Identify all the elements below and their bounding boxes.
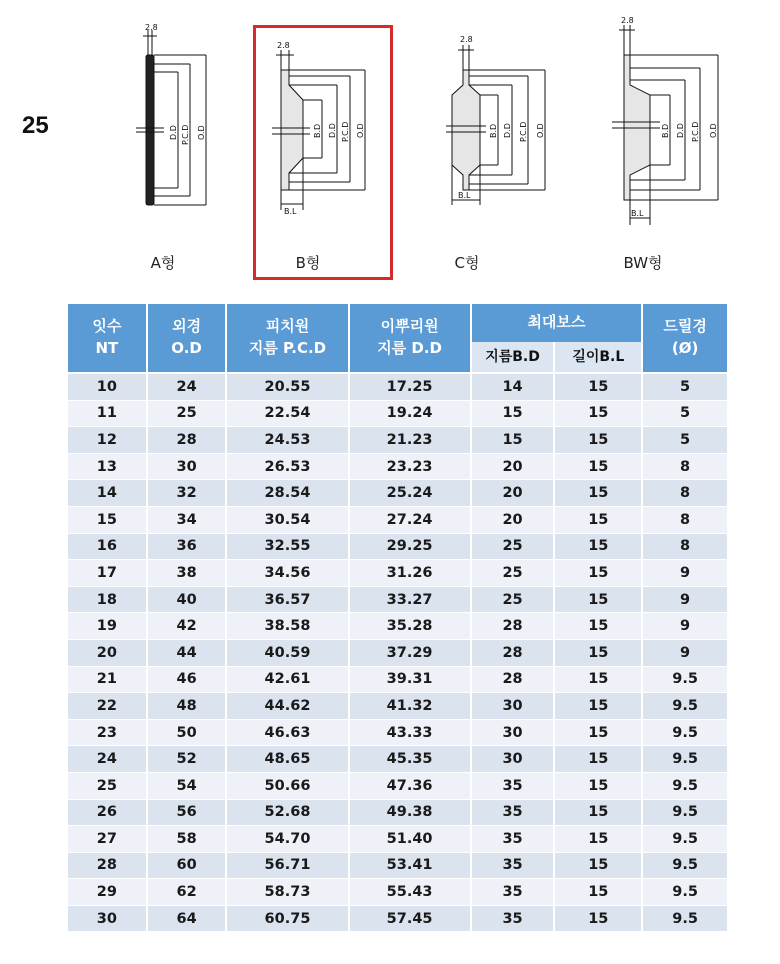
cell-teeth: 23 (68, 719, 146, 746)
cell-pcd: 28.54 (227, 479, 347, 506)
cell-dd: 19.24 (350, 400, 470, 427)
cell-pcd: 32.55 (227, 533, 347, 560)
cell-drill: 9.5 (643, 772, 727, 799)
type-bw-bd: B.D (661, 123, 670, 138)
cell-boss-bl: 15 (555, 586, 641, 613)
table-row (68, 372, 727, 400)
cell-teeth: 27 (68, 825, 146, 852)
cell-teeth: 17 (68, 559, 146, 586)
type-a-dd: D.D (169, 125, 178, 140)
cell-teeth: 25 (68, 772, 146, 799)
type-bw-bl: B.L (631, 209, 644, 218)
cell-od: 58 (148, 825, 226, 852)
cell-pcd: 56.71 (227, 852, 347, 879)
cell-dd: 27.24 (350, 506, 470, 533)
cell-od: 36 (148, 533, 226, 560)
cell-boss-bd: 35 (472, 852, 554, 879)
cell-boss-bd: 15 (472, 400, 554, 427)
cell-boss-bd: 30 (472, 745, 554, 772)
cell-drill: 8 (643, 506, 727, 533)
cell-dd: 25.24 (350, 479, 470, 506)
cell-teeth: 11 (68, 400, 146, 427)
cell-boss-bd: 25 (472, 559, 554, 586)
cell-drill: 9.5 (643, 825, 727, 852)
header-teeth: 잇수 NT (68, 304, 146, 372)
cell-od: 44 (148, 639, 226, 666)
table-row (68, 745, 727, 772)
cell-dd: 23.23 (350, 453, 470, 480)
table-row (68, 612, 727, 639)
cell-teeth: 12 (68, 426, 146, 453)
cell-boss-bl: 15 (555, 772, 641, 799)
header-max-boss: 최대보스 (472, 304, 642, 342)
cell-dd: 47.36 (350, 772, 470, 799)
table-row (68, 586, 727, 613)
cell-dd: 17.25 (350, 372, 470, 400)
cell-pcd: 58.73 (227, 878, 347, 905)
cell-pcd: 60.75 (227, 905, 347, 932)
cell-boss-bl: 15 (555, 692, 641, 719)
cell-teeth: 28 (68, 852, 146, 879)
type-bw-label: BW형 (623, 254, 663, 272)
cell-od: 60 (148, 852, 226, 879)
cell-od: 54 (148, 772, 226, 799)
cell-drill: 9.5 (643, 905, 727, 932)
cell-boss-bd: 35 (472, 799, 554, 826)
cell-pcd: 26.53 (227, 453, 347, 480)
cell-drill: 9 (643, 639, 727, 666)
cell-pcd: 24.53 (227, 426, 347, 453)
sprocket-type-diagrams (0, 0, 780, 290)
cell-boss-bl: 15 (555, 878, 641, 905)
cell-drill: 9.5 (643, 799, 727, 826)
table-row (68, 479, 727, 506)
type-c-bl: B.L (458, 191, 471, 200)
cell-dd: 53.41 (350, 852, 470, 879)
cell-drill: 5 (643, 426, 727, 453)
cell-boss-bd: 20 (472, 479, 554, 506)
table-row (68, 799, 727, 826)
cell-drill: 9.5 (643, 745, 727, 772)
cell-teeth: 22 (68, 692, 146, 719)
cell-boss-bd: 28 (472, 639, 554, 666)
cell-boss-bd: 30 (472, 719, 554, 746)
header-boss-diameter: 지름B.D (472, 342, 554, 372)
cell-boss-bl: 15 (555, 559, 641, 586)
cell-boss-bl: 15 (555, 719, 641, 746)
type-c-thickness: 2.8 (460, 35, 473, 44)
cell-dd: 43.33 (350, 719, 470, 746)
cell-boss-bl: 15 (555, 745, 641, 772)
cell-boss-bl: 15 (555, 453, 641, 480)
cell-teeth: 20 (68, 639, 146, 666)
cell-dd: 33.27 (350, 586, 470, 613)
header-pitch-circle-diameter: 피치원 지름 P.C.D (227, 304, 347, 372)
header-boss-length: 길이B.L (555, 342, 641, 372)
cell-od: 64 (148, 905, 226, 932)
cell-drill: 9 (643, 559, 727, 586)
table-row (68, 905, 727, 932)
type-a-od: O.D (197, 125, 206, 140)
sprocket-spec-table (66, 304, 729, 931)
cell-teeth: 16 (68, 533, 146, 560)
cell-boss-bd: 15 (472, 426, 554, 453)
cell-od: 25 (148, 400, 226, 427)
cell-teeth: 26 (68, 799, 146, 826)
cell-dd: 29.25 (350, 533, 470, 560)
type-a-drawing (136, 30, 206, 205)
cell-dd: 49.38 (350, 799, 470, 826)
type-c-pcd: P.C.D (519, 121, 528, 142)
cell-drill: 9.5 (643, 719, 727, 746)
cell-od: 24 (148, 372, 226, 400)
cell-pcd: 50.66 (227, 772, 347, 799)
type-a-pcd: P.C.D (181, 124, 190, 145)
cell-pcd: 44.62 (227, 692, 347, 719)
table-row (68, 852, 727, 879)
header-drill-diameter: 드릴경 (Ø) (643, 304, 727, 372)
type-bw-od: O.D (709, 123, 718, 138)
type-b-pcd: P.C.D (341, 121, 350, 142)
cell-dd: 31.26 (350, 559, 470, 586)
cell-teeth: 18 (68, 586, 146, 613)
cell-boss-bd: 28 (472, 612, 554, 639)
cell-boss-bl: 15 (555, 612, 641, 639)
cell-boss-bd: 35 (472, 772, 554, 799)
cell-drill: 8 (643, 453, 727, 480)
cell-dd: 41.32 (350, 692, 470, 719)
cell-od: 42 (148, 612, 226, 639)
cell-od: 46 (148, 666, 226, 693)
spec-table-body (68, 372, 727, 931)
cell-pcd: 30.54 (227, 506, 347, 533)
cell-boss-bl: 15 (555, 905, 641, 932)
cell-teeth: 10 (68, 372, 146, 400)
cell-drill: 9.5 (643, 878, 727, 905)
table-row (68, 772, 727, 799)
table-row (68, 639, 727, 666)
header-root-diameter: 이뿌리원 지름 D.D (350, 304, 470, 372)
cell-boss-bl: 15 (555, 533, 641, 560)
cell-dd: 57.45 (350, 905, 470, 932)
cell-boss-bl: 15 (555, 666, 641, 693)
cell-drill: 9 (643, 586, 727, 613)
table-row (68, 825, 727, 852)
cell-pcd: 34.56 (227, 559, 347, 586)
type-b-bl: B.L (284, 207, 297, 216)
cell-od: 32 (148, 479, 226, 506)
cell-boss-bd: 14 (472, 372, 554, 400)
cell-boss-bl: 15 (555, 799, 641, 826)
cell-dd: 21.23 (350, 426, 470, 453)
type-c-dd: D.D (503, 123, 512, 138)
cell-boss-bd: 35 (472, 878, 554, 905)
cell-boss-bl: 15 (555, 372, 641, 400)
table-row (68, 692, 727, 719)
cell-teeth: 13 (68, 453, 146, 480)
cell-dd: 35.28 (350, 612, 470, 639)
cell-boss-bl: 15 (555, 506, 641, 533)
table-row (68, 878, 727, 905)
cell-pcd: 46.63 (227, 719, 347, 746)
cell-boss-bl: 15 (555, 639, 641, 666)
cell-boss-bd: 35 (472, 825, 554, 852)
cell-dd: 45.35 (350, 745, 470, 772)
cell-dd: 37.29 (350, 639, 470, 666)
cell-dd: 39.31 (350, 666, 470, 693)
type-c-label: C형 (454, 254, 480, 272)
cell-drill: 5 (643, 400, 727, 427)
cell-pcd: 54.70 (227, 825, 347, 852)
cell-boss-bl: 15 (555, 479, 641, 506)
cell-od: 38 (148, 559, 226, 586)
table-row (68, 666, 727, 693)
table-row (68, 426, 727, 453)
cell-drill: 9.5 (643, 852, 727, 879)
cell-drill: 9 (643, 612, 727, 639)
cell-boss-bl: 15 (555, 426, 641, 453)
cell-od: 28 (148, 426, 226, 453)
table-row (68, 400, 727, 427)
type-a-thickness: 2.8 (145, 23, 158, 32)
type-c-bd: B.D (489, 123, 498, 138)
type-b-dd: D.D (328, 123, 337, 138)
type-bw-thickness: 2.8 (621, 16, 634, 25)
cell-od: 52 (148, 745, 226, 772)
cell-pcd: 36.57 (227, 586, 347, 613)
sprocket-size-label: 25 (22, 112, 49, 139)
cell-od: 30 (148, 453, 226, 480)
cell-teeth: 29 (68, 878, 146, 905)
cell-od: 50 (148, 719, 226, 746)
header-outer-diameter: 외경 O.D (148, 304, 226, 372)
type-b-thickness: 2.8 (277, 41, 290, 50)
table-row (68, 506, 727, 533)
cell-pcd: 22.54 (227, 400, 347, 427)
cell-boss-bd: 20 (472, 453, 554, 480)
cell-teeth: 15 (68, 506, 146, 533)
type-b-od: O.D (356, 123, 365, 138)
cell-teeth: 19 (68, 612, 146, 639)
cell-dd: 51.40 (350, 825, 470, 852)
cell-pcd: 48.65 (227, 745, 347, 772)
table-row (68, 453, 727, 480)
cell-drill: 5 (643, 372, 727, 400)
cell-drill: 8 (643, 533, 727, 560)
table-row (68, 719, 727, 746)
cell-pcd: 52.68 (227, 799, 347, 826)
table-row (68, 533, 727, 560)
cell-pcd: 40.59 (227, 639, 347, 666)
table-row (68, 559, 727, 586)
selected-type-highlight (253, 25, 393, 280)
cell-boss-bd: 25 (472, 533, 554, 560)
cell-pcd: 42.61 (227, 666, 347, 693)
type-b-label: B형 (295, 254, 321, 272)
cell-od: 34 (148, 506, 226, 533)
cell-boss-bl: 15 (555, 400, 641, 427)
cell-od: 48 (148, 692, 226, 719)
cell-drill: 9.5 (643, 666, 727, 693)
cell-od: 56 (148, 799, 226, 826)
type-bw-pcd: P.C.D (691, 121, 700, 142)
cell-boss-bd: 28 (472, 666, 554, 693)
type-a-label: A형 (150, 254, 176, 272)
cell-drill: 8 (643, 479, 727, 506)
cell-teeth: 30 (68, 905, 146, 932)
cell-od: 40 (148, 586, 226, 613)
cell-teeth: 24 (68, 745, 146, 772)
cell-boss-bl: 15 (555, 825, 641, 852)
cell-dd: 55.43 (350, 878, 470, 905)
cell-boss-bd: 30 (472, 692, 554, 719)
cell-pcd: 38.58 (227, 612, 347, 639)
cell-boss-bd: 20 (472, 506, 554, 533)
cell-od: 62 (148, 878, 226, 905)
cell-teeth: 21 (68, 666, 146, 693)
type-bw-dd: D.D (676, 123, 685, 138)
cell-drill: 9.5 (643, 692, 727, 719)
cell-boss-bd: 25 (472, 586, 554, 613)
cell-boss-bd: 35 (472, 905, 554, 932)
cell-pcd: 20.55 (227, 372, 347, 400)
cell-teeth: 14 (68, 479, 146, 506)
type-b-bd: B.D (313, 123, 322, 138)
type-c-od: O.D (536, 123, 545, 138)
cell-boss-bl: 15 (555, 852, 641, 879)
